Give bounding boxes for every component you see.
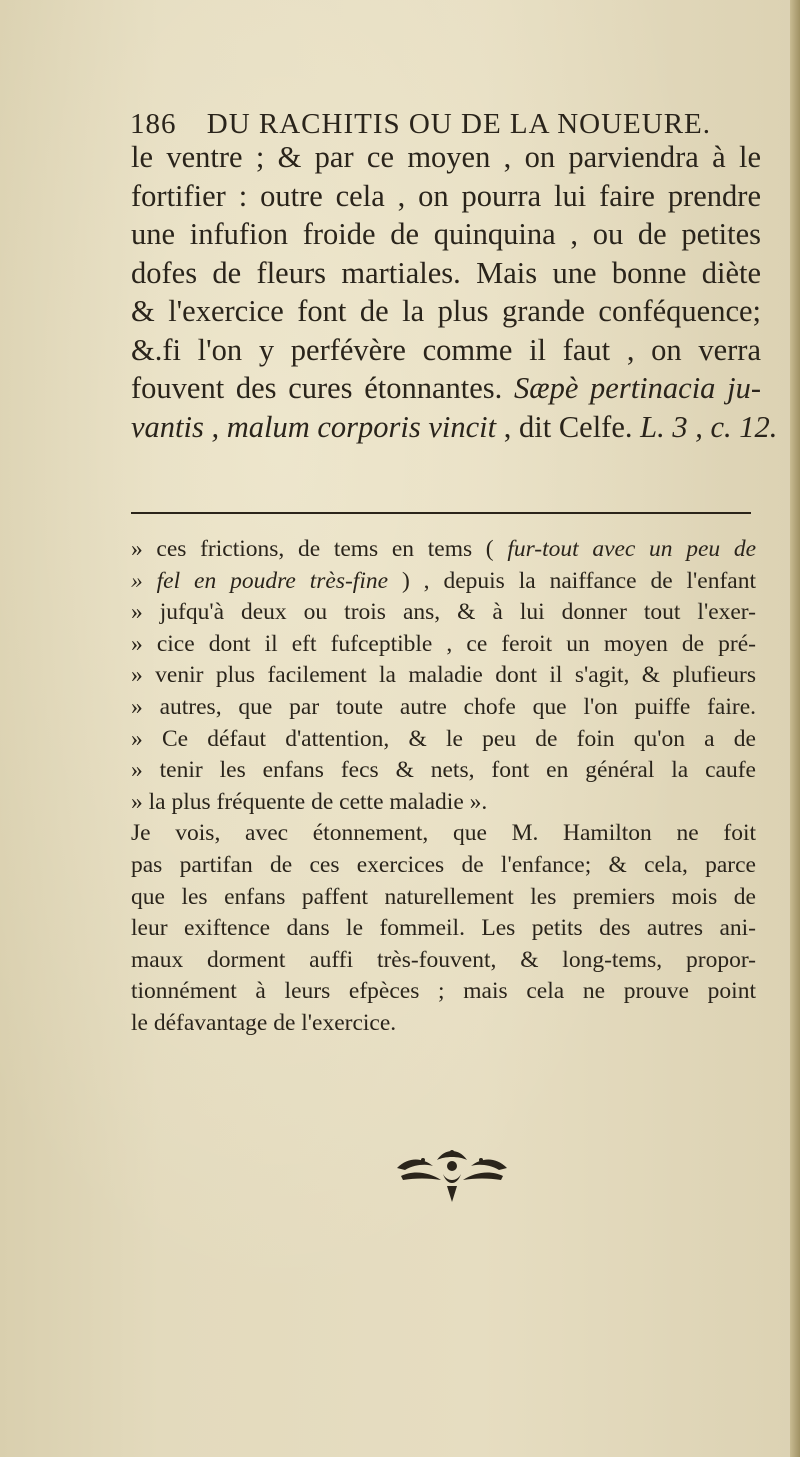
note-line: leur exiftence dans le fommeil. Les petits des autres ani- [131,915,756,942]
note-line: pas partifan de ces exercices de l'enfance; & cela, parce [131,851,756,878]
note-line: » venir plus facilement la maladie dont il s'agit, & plufieurs [131,662,756,689]
text-segment: fouvent des cures étonnantes. [131,371,503,405]
citation: L. 3 , c. 12. [640,409,778,444]
italic-segment: » fel en poudre très-fine [131,567,389,594]
note-line: » Ce défaut d'attention, & le peu de foin qu'on a de [131,725,756,752]
page-edge [790,0,800,1457]
note-line: tionnément à leurs efpèces ; mais cela ne prouve point [131,978,756,1005]
text-line: dofes de fleurs martiales. Mais une bonne diète [131,255,761,290]
text-segment: » ces frictions, de tems en tems ( [131,536,494,562]
latin-quote: Sæpè pertinacia ju- [513,371,761,405]
note-line: que les enfans paffent naturellement les premiers mois de [131,883,756,910]
page-number: 186 [130,108,177,140]
text-line: &.fi l'on y perfévère comme il faut , on verra [131,332,761,367]
running-header [130,108,750,141]
text-line: le ventre ; & par ce moyen , on parviendra à le [131,140,761,174]
text-segment: , dit Celfe. [503,409,633,444]
text-line: fortifier : outre cela , on pourra lui faire prendre [131,178,761,213]
note-line: le défavantage de l'exercice. [131,1009,397,1036]
note-line [131,566,756,598]
note-line: » tenir les enfans fecs & nets, font en général la caufe [131,757,756,784]
note-line: maux dorment auffi très-fouvent, & long-tems, propor- [131,946,756,973]
note-line: » la plus fréquente de cette maladie ». [131,788,488,815]
note-line: Je vois, avec étonnement, que M. Hamilton ne foit [131,820,756,847]
text-line: une infufion froide de quinquina , ou de petites [131,217,761,251]
main-text [131,138,778,446]
floral-tailpiece-ornament-icon [393,1146,511,1206]
text-line: & l'exercice font de la plus grande conféquence; [131,294,761,328]
note-line: » cice dont il eft fufceptible , ce feroit un moyen de pré- [131,630,756,657]
note-line: » jufqu'à deux ou trois ans, & à lui donner tout l'exer- [131,599,756,626]
text-segment: ) , depuis la naiffance de l'enfant [401,567,757,594]
text-line [131,369,761,408]
note-line [131,534,756,566]
note-text [131,534,756,1040]
latin-quote: vantis , malum corporis vincit [131,409,497,444]
text-line [131,408,778,447]
italic-segment: fur-tout avec un peu de [507,536,757,562]
running-title: DU RACHITIS OU DE LA NOUEURE. [206,108,712,140]
footnote-rule [131,512,751,514]
note-line: » autres, que par toute autre chofe que l'on puiffe faire. [131,693,756,720]
